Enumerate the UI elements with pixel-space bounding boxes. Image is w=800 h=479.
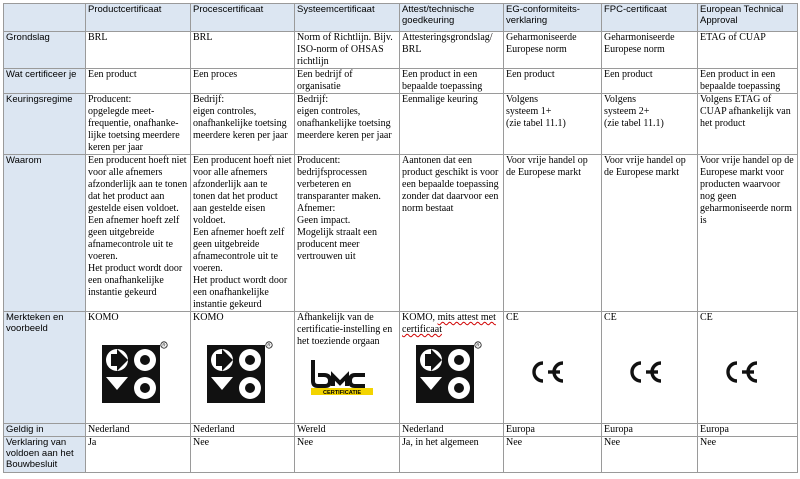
table-cell: Een producent hoeft niet voor alle afnemers afzonderlijk aan te tonen dat het product aan gestelde eisen voldoet. Een afnemer hoeft zelf geen uitgebreide afnamecontrole uit te voeren. Het product wordt door een onafhankelijke instantie gekeurd	[191, 155, 295, 312]
table-cell: ETAG of CUAP	[698, 32, 798, 69]
table-cell: KOMO, mits attest met certificaat R	[400, 312, 504, 424]
table-cell: CE	[504, 312, 602, 424]
table-cell: Een proces	[191, 69, 295, 94]
table-cell: Aantonen dat een product geschikt is voor een bepaalde toepassing zonder dat daarvoor een norm bestaat	[400, 155, 504, 312]
svg-text:R: R	[162, 342, 166, 348]
table-cell: Een product	[504, 69, 602, 94]
table-cell: Bedrijf: eigen controles, onafhankelijke toetsing meerdere keren per jaar	[295, 94, 400, 155]
table-cell: BRL	[191, 32, 295, 69]
header-row	[4, 4, 798, 32]
ce-mark	[624, 360, 664, 384]
table-cell: Nee	[191, 437, 295, 473]
table-cell: Bedrijf: eigen controles, onafhankelijke toetsing meerdere keren per jaar	[191, 94, 295, 155]
table-cell: Wereld	[295, 424, 400, 437]
bmc-certificatie-logo	[309, 356, 375, 396]
table-cell: Een product	[86, 69, 191, 94]
table-cell: Voor vrije handel op de Europese markt voor producten waarvoor nog geen geharmoniseerde norm is	[698, 155, 798, 312]
header-corner	[4, 4, 86, 32]
table-cell: CE	[698, 312, 798, 424]
row-header: Verklaring van voldoen aan het Bouwbesluit	[4, 437, 86, 473]
row-header: Wat certificeer je	[4, 69, 86, 94]
row-header: Geldig in	[4, 424, 86, 437]
table-cell: Voor vrije handel op de Europese markt	[504, 155, 602, 312]
column-header-attest: Attest/technische goedkeuring	[400, 4, 504, 32]
row-header: Keuringsregime	[4, 94, 86, 155]
column-header-eg-conformiteitsverklaring: EG-conformiteits-verklaring	[504, 4, 602, 32]
column-header-systeemcertificaat: Systeemcertificaat	[295, 4, 400, 32]
table-cell: Eenmalige keuring	[400, 94, 504, 155]
table-cell: Een producent hoeft niet voor alle afnemers afzonderlijk aan te tonen dat het product aan gestelde eisen voldoet. Een afnemer hoeft zelf geen uitgebreide afnamecontrole uit te voeren. Het product wordt door een onafhankelijke instantie gekeurd	[86, 155, 191, 312]
table-cell: Ja	[86, 437, 191, 473]
table-cell: Nee	[504, 437, 602, 473]
column-header-procescertificaat: Procescertificaat	[191, 4, 295, 32]
table-row-verklaring-bouwbesluit	[4, 437, 798, 473]
table-cell: KOMO R	[191, 312, 295, 424]
table-cell: Een product in een bepaalde toepassing	[698, 69, 798, 94]
table-cell: Producent: opgelegde meet-frequentie, onafhanke-lijke toetsing meerdere keren per jaar	[86, 94, 191, 155]
table-row-keuringsregime	[4, 94, 798, 155]
row-header: Merkteken en voorbeeld	[4, 312, 86, 424]
row-header: Grondslag	[4, 32, 86, 69]
table-cell: Volgens systeem 2+ (zie tabel 11.1)	[602, 94, 698, 155]
table-cell: Volgens ETAG of CUAP afhankelijk van het product	[698, 94, 798, 155]
table-cell: Een bedrijf of organisatie	[295, 69, 400, 94]
table-row-wat-certificeer-je	[4, 69, 798, 94]
table-cell: Volgens systeem 1+ (zie tabel 11.1)	[504, 94, 602, 155]
certification-comparison-table	[3, 3, 798, 473]
komo-logo	[416, 341, 482, 403]
table-cell: Nederland	[86, 424, 191, 437]
ce-mark	[720, 360, 760, 384]
table-cell: Een product	[602, 69, 698, 94]
column-header-european-technical-approval: European Technical Approval	[698, 4, 798, 32]
table-cell: Europa	[602, 424, 698, 437]
table-cell: Afhankelijk van de certificatie-instelling en het toeziende orgaan CERTIFICATIE	[295, 312, 400, 424]
table-cell: Attesteringsgrondslag/ BRL	[400, 32, 504, 69]
table-cell: Nee	[698, 437, 798, 473]
komo-logo	[207, 341, 273, 403]
table-cell: Voor vrije handel op de Europese markt	[602, 155, 698, 312]
table-cell: CE	[602, 312, 698, 424]
table-cell: Nee	[602, 437, 698, 473]
svg-text:CERTIFICATIE: CERTIFICATIE	[322, 390, 362, 396]
ce-mark	[526, 360, 566, 384]
table-cell: Een product in een bepaalde toepassing	[400, 69, 504, 94]
table-row-geldig-in	[4, 424, 798, 437]
table-cell: Geharmoniseerde Europese norm	[602, 32, 698, 69]
table-cell: Nederland	[191, 424, 295, 437]
table-cell: Ja, in het algemeen	[400, 437, 504, 473]
table-row-merkteken	[4, 312, 798, 424]
table-cell: Producent: bedrijfsprocessen verbeteren en transparanter maken. Afnemer: Geen impact. Mogelijk straalt een producent meer vertrouwen uit	[295, 155, 400, 312]
column-header-productcertificaat: Productcertificaat	[86, 4, 191, 32]
table-cell: KOMO R	[86, 312, 191, 424]
table-cell: BRL	[86, 32, 191, 69]
row-header: Waarom	[4, 155, 86, 312]
table-cell: Norm of Richtlijn. Bijv. ISO-norm of OHSAS richtlijn	[295, 32, 400, 69]
komo-logo	[102, 341, 168, 403]
svg-text:R: R	[476, 342, 480, 348]
svg-text:R: R	[267, 342, 271, 348]
table-row-waarom	[4, 155, 798, 312]
table-row-grondslag	[4, 32, 798, 69]
table-cell: Nederland	[400, 424, 504, 437]
column-header-fpc-certificaat: FPC-certificaat	[602, 4, 698, 32]
table-cell: Geharmoniseerde Europese norm	[504, 32, 602, 69]
table-cell: Europa	[504, 424, 602, 437]
table-cell: Europa	[698, 424, 798, 437]
table-cell: Nee	[295, 437, 400, 473]
